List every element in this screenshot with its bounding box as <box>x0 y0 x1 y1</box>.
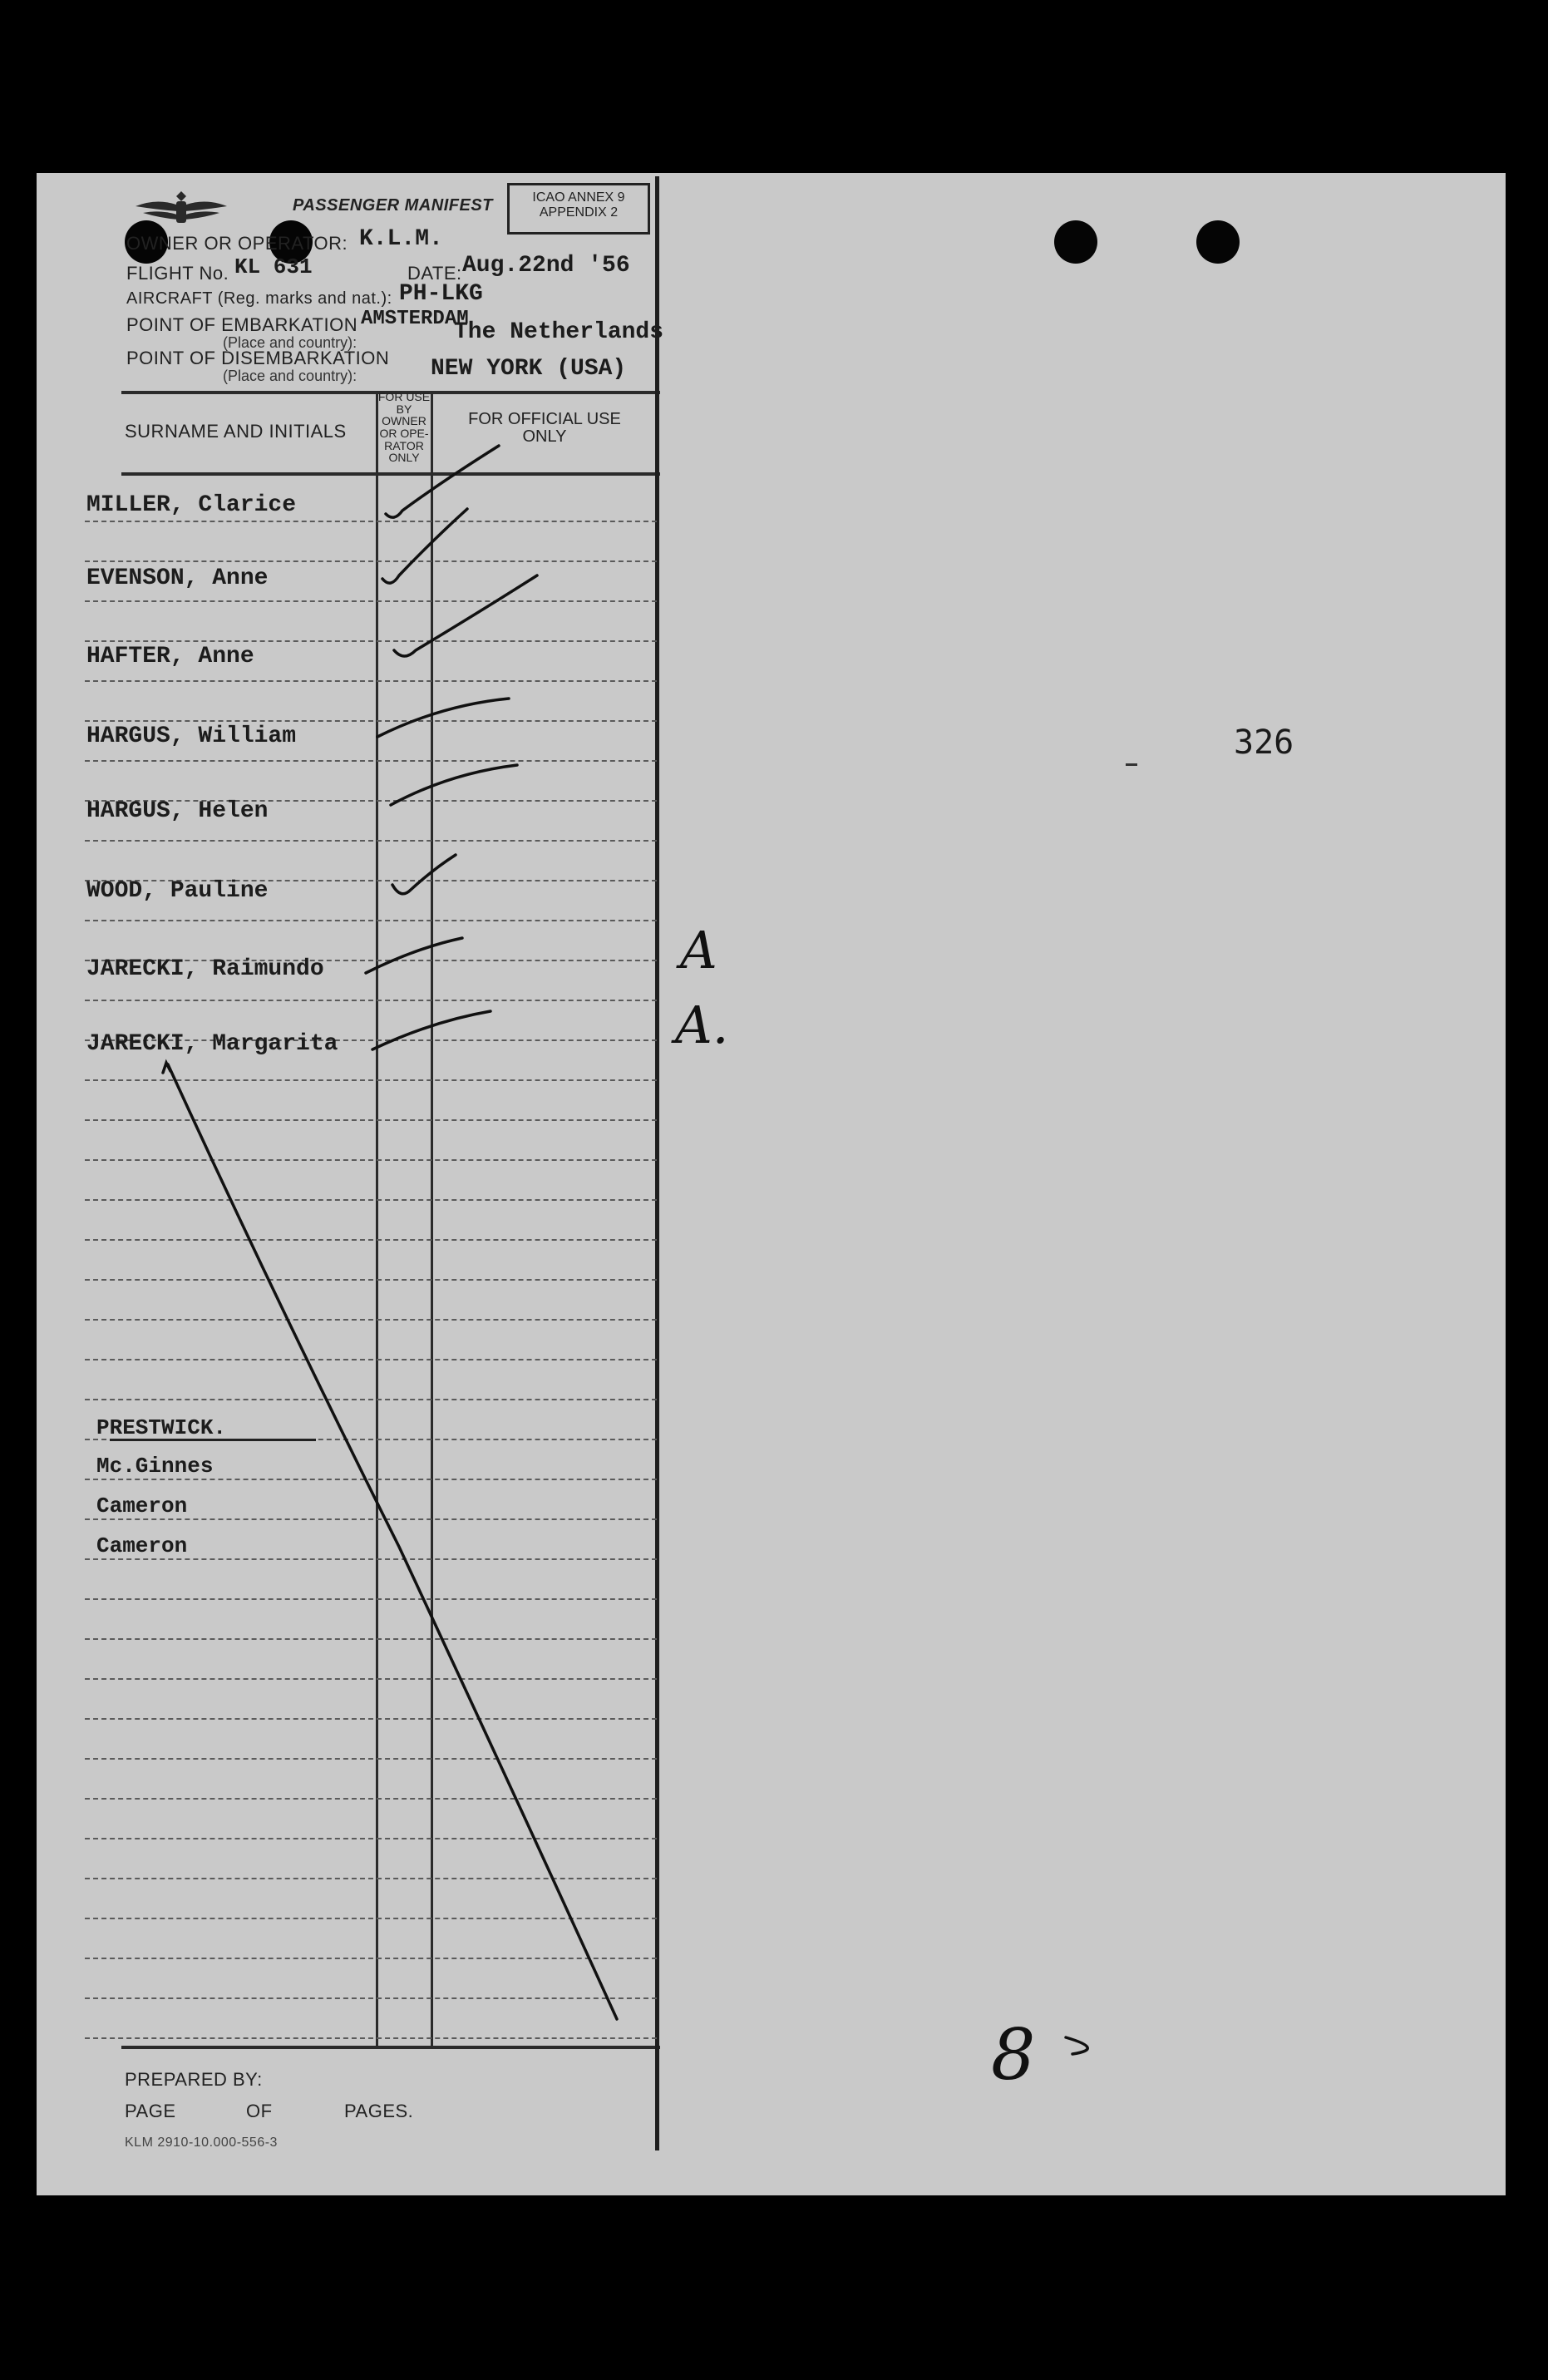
disembarkation-sub: (Place and country): <box>223 368 357 384</box>
checkmark-icon <box>392 855 456 894</box>
flight-value: KL 631 <box>234 254 313 279</box>
page-mark: 8 <box>991 2014 1036 2096</box>
disembarkation-value: NEW YORK (USA) <box>431 356 627 382</box>
checkmark-icon <box>386 446 499 517</box>
prestwick-heading: PRESTWICK. <box>96 1415 227 1440</box>
of-label: OF <box>246 2101 273 2121</box>
owner-value: K.L.M. <box>359 226 443 252</box>
passenger-name: HARGUS, William <box>86 723 297 749</box>
additional-name: Cameron <box>96 1533 188 1558</box>
prepared-by-label: PREPARED BY: <box>125 2069 263 2090</box>
column-surname: SURNAME AND INITIALS <box>125 421 347 442</box>
column-owner-use-line: OWNER <box>382 414 426 428</box>
passenger-name: JARECKI, Margarita <box>86 1031 338 1057</box>
icao-annex: ICAO ANNEX 9 <box>532 190 625 205</box>
passenger-name: JARECKI, Raimundo <box>86 956 324 982</box>
column-owner-use-line: RATOR <box>384 438 424 452</box>
stamp-number: 326 <box>1234 723 1294 762</box>
embarkation-city: AMSTERDAM <box>361 308 469 330</box>
column-owner-use-line: FOR USE <box>377 390 431 403</box>
date-label: DATE: <box>407 263 462 284</box>
page-label: PAGE <box>125 2101 176 2121</box>
flight-label: FLIGHT No. <box>126 263 229 284</box>
owner-label: OWNER OR OPERATOR: <box>126 233 348 254</box>
column-owner-use-line: ONLY <box>388 451 420 465</box>
column-official-use-line: FOR OFFICIAL USE <box>468 410 621 428</box>
form-title: PASSENGER MANIFEST <box>293 196 493 215</box>
column-owner-use-line: OR OPE- <box>379 427 429 441</box>
checkmark-icon <box>382 509 467 583</box>
column-owner-use-line: BY <box>396 402 412 416</box>
checkmark-icon <box>394 575 537 656</box>
checkmark-icon <box>391 765 517 805</box>
embarkation-label: POINT OF EMBARKATION <box>126 314 358 335</box>
diagonal-cancel-stroke <box>168 1064 617 2019</box>
passenger-name: WOOD, Pauline <box>86 878 269 904</box>
disembarkation-label: POINT OF DISEMBARKATION <box>126 348 390 368</box>
form-code: KLM 2910-10.000-556-3 <box>125 2136 278 2150</box>
pages-label: PAGES. <box>344 2101 414 2121</box>
embarkation-sub: (Place and country): <box>223 334 357 351</box>
embarkation-country: The Netherlands <box>454 319 664 345</box>
additional-name: Mc.Ginnes <box>96 1454 214 1479</box>
handwritten-a: A <box>680 920 717 980</box>
passenger-name: EVENSON, Anne <box>86 565 269 591</box>
aircraft-label: AIRCRAFT (Reg. marks and nat.): <box>126 289 392 308</box>
icao-appendix: APPENDIX 2 <box>539 205 619 220</box>
page-mark-tail <box>1066 2037 1087 2054</box>
aircraft-value: PH-LKG <box>399 281 483 307</box>
column-official-use-line: ONLY <box>522 427 567 446</box>
additional-name: Cameron <box>96 1494 188 1518</box>
checkmark-icon <box>372 1011 491 1049</box>
date-value: Aug.22nd '56 <box>462 253 630 279</box>
passenger-name: HARGUS, Helen <box>86 798 269 824</box>
checkmark-icon <box>366 938 462 973</box>
checkmark-icon <box>377 699 509 737</box>
passenger-name: MILLER, Clarice <box>86 492 297 518</box>
passenger-name: HAFTER, Anne <box>86 644 254 669</box>
handwritten-a: A. <box>675 995 729 1055</box>
